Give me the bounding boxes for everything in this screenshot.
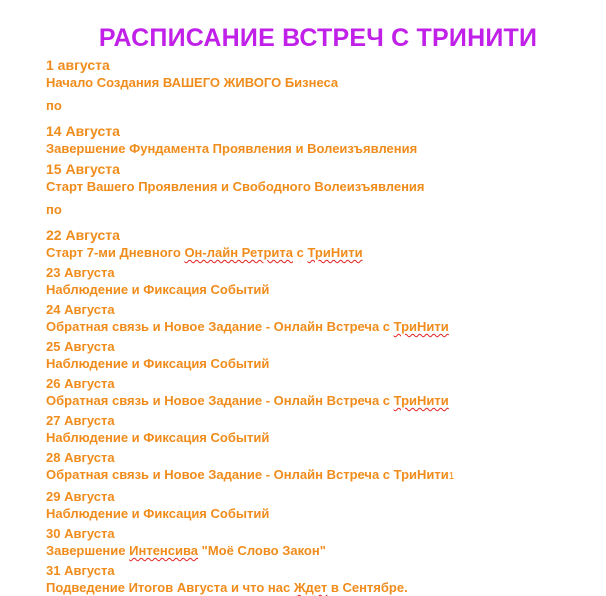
spellcheck-word: ТриНити xyxy=(393,319,449,334)
entry-date: 27 Августа xyxy=(46,413,115,428)
entry-date: 26 Августа xyxy=(46,376,115,391)
spellcheck-word: ТриНити xyxy=(393,393,449,408)
entry-text: Завершение Фундамента Проявления и Волеизъявления xyxy=(46,141,418,156)
entry-date: 31 Августа xyxy=(46,563,115,578)
spellcheck-word: Ждет xyxy=(293,580,328,595)
entry-text xyxy=(46,244,596,261)
entry-date: 23 Августа xyxy=(46,265,115,280)
page-title: РАСПИСАНИЕ ВСТРЕЧ С ТРИНИТИ xyxy=(98,24,538,52)
entry-text: Наблюдение и Фиксация Событий xyxy=(46,282,270,297)
entry-text-part: Обратная связь и Новое Задание - Онлайн Встреча с ТриНити xyxy=(46,467,449,482)
entry-date: 22 Августа xyxy=(46,227,120,243)
entry-text xyxy=(46,318,596,335)
entry-text: Наблюдение и Фиксация Событий xyxy=(46,430,270,445)
entry-text: Наблюдение и Фиксация Событий xyxy=(46,506,270,521)
entry-text: Начало Создания ВАШЕГО ЖИВОГО Бизнеса xyxy=(46,75,339,90)
entry-text-part: Завершение xyxy=(46,543,130,558)
entry-date: 25 Августа xyxy=(46,339,115,354)
entry-text-part: "Моё Слово Закон" xyxy=(198,543,326,558)
entry-text-part: Обратная связь и Новое Задание - Онлайн Встреча с xyxy=(46,393,394,408)
footnote-mark: 1 xyxy=(448,471,455,482)
entry-text xyxy=(46,466,596,485)
entry-date: 14 Августа xyxy=(46,123,120,139)
entry-text xyxy=(46,542,596,559)
spellcheck-word: ТриНити xyxy=(307,245,363,260)
entry-text xyxy=(46,392,596,409)
entry-date: 24 Августа xyxy=(46,302,115,317)
entry-date: 28 Августа xyxy=(46,450,115,465)
entry-text-part: Старт 7-ми Дневного xyxy=(46,245,185,260)
entry-date: 15 Августа xyxy=(46,161,120,177)
entry-text-part: Подведение Итогов Августа и что нас xyxy=(46,580,294,595)
entry-date: 30 Августа xyxy=(46,526,115,541)
entry-date: 1 августа xyxy=(46,57,110,73)
separator: по xyxy=(46,202,62,217)
entry-text-part: Обратная связь и Новое Задание - Онлайн Встреча с xyxy=(46,319,394,334)
entry-text-part: с xyxy=(292,245,308,260)
spellcheck-word: Интенсива xyxy=(129,543,199,558)
entry-text: Старт Вашего Проявления и Свободного Волеизъявления xyxy=(46,179,425,194)
spellcheck-word: Он-лайн Ретрита xyxy=(184,245,293,260)
schedule xyxy=(46,56,596,596)
entry-text-part: в Сентябре. xyxy=(327,580,408,595)
entry-date: 29 Августа xyxy=(46,489,115,504)
separator: по xyxy=(46,98,62,113)
entry-text: Наблюдение и Фиксация Событий xyxy=(46,356,270,371)
